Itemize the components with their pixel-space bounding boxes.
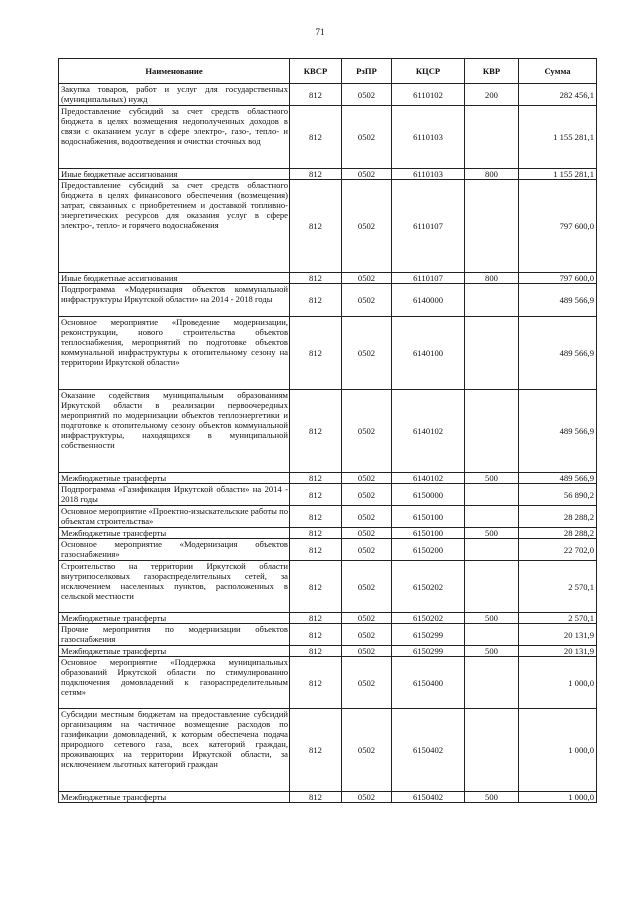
cell-kvsr: 812: [290, 528, 342, 539]
cell-name: Оказание содействия муниципальным образованиям Иркутской области в реализации первоочередных мероприятий по модернизации объектов теплоэнергетики и подготовке к отопительному сезону объектов коммунальной инфраструктуры, находящихся в муниципальной собственности: [59, 390, 290, 473]
table-header-row: [59, 59, 597, 84]
cell-sum: 489 566,9: [519, 317, 597, 390]
cell-kcsr: 6110103: [392, 106, 465, 169]
cell-sum: 1 000,0: [519, 657, 597, 709]
cell-kvr: [465, 624, 519, 646]
table-row: [59, 169, 597, 180]
cell-kvr: 500: [465, 473, 519, 484]
table-row: [59, 84, 597, 106]
table-row: [59, 613, 597, 624]
cell-kcsr: 6110107: [392, 273, 465, 284]
page-number: 71: [315, 27, 325, 37]
table-row: [59, 506, 597, 528]
cell-kvr: [465, 561, 519, 613]
cell-rzpr: 0502: [342, 484, 392, 506]
cell-rzpr: 0502: [342, 180, 392, 273]
cell-rzpr: 0502: [342, 390, 392, 473]
table-row: [59, 284, 597, 317]
cell-name: Субсидии местным бюджетам на предоставление субсидий организациям на частичное возмещение расходов по газификации домовладений, к которым обеспечена подача природного сетевого газа, всех категорий граждан, проживающих на территории Иркутской области, за исключением льготных категорий граждан: [59, 709, 290, 792]
cell-kcsr: 6140102: [392, 390, 465, 473]
table-row: [59, 484, 597, 506]
table-row: [59, 273, 597, 284]
cell-rzpr: 0502: [342, 169, 392, 180]
table-row: [59, 473, 597, 484]
cell-kcsr: 6150299: [392, 624, 465, 646]
cell-rzpr: 0502: [342, 709, 392, 792]
cell-kvr: 500: [465, 613, 519, 624]
table-row: [59, 657, 597, 709]
cell-kcsr: 6150402: [392, 792, 465, 803]
table-row: [59, 624, 597, 646]
cell-kvsr: 812: [290, 473, 342, 484]
cell-rzpr: 0502: [342, 792, 392, 803]
cell-name: Основное мероприятие «Проведение модернизации, реконструкции, нового строительства объектов теплоснабжения, мероприятий по подготовке объектов коммунальной инфраструктуры к отопительному сезону на территории Иркутской области»: [59, 317, 290, 390]
cell-rzpr: 0502: [342, 506, 392, 528]
column-header-rzpr: РзПР: [342, 59, 392, 84]
table-row: [59, 317, 597, 390]
cell-name: Межбюджетные трансферты: [59, 473, 290, 484]
cell-name: Межбюджетные трансферты: [59, 613, 290, 624]
cell-name: Иные бюджетные ассигнования: [59, 169, 290, 180]
table-row: [59, 561, 597, 613]
cell-name: Закупка товаров, работ и услуг для государственных (муниципальных) нужд: [59, 84, 290, 106]
cell-rzpr: 0502: [342, 84, 392, 106]
cell-sum: 282 456,1: [519, 84, 597, 106]
cell-name: Подпрограмма «Модернизация объектов коммунальной инфраструктуры Иркутской области» на 2014 - 2018 годы: [59, 284, 290, 317]
cell-sum: 489 566,9: [519, 473, 597, 484]
budget-table: [58, 58, 597, 803]
cell-kvsr: 812: [290, 792, 342, 803]
cell-name: Прочие мероприятия по модернизации объектов газоснабжения: [59, 624, 290, 646]
cell-kvsr: 812: [290, 506, 342, 528]
cell-name: Межбюджетные трансферты: [59, 646, 290, 657]
cell-kvsr: 812: [290, 561, 342, 613]
cell-name: Предоставление субсидий за счет средств областного бюджета в целях финансового обеспечения (возмещения) затрат, связанных с приобретением и доставкой топливно-энергетических ресурсов для оказания услуг в сфере электро-, тепло- и горячего водоснабжения: [59, 180, 290, 273]
cell-kcsr: 6140100: [392, 317, 465, 390]
cell-kvsr: 812: [290, 613, 342, 624]
cell-kvsr: 812: [290, 84, 342, 106]
cell-kcsr: 6150400: [392, 657, 465, 709]
cell-kvsr: 812: [290, 273, 342, 284]
cell-kvsr: 812: [290, 169, 342, 180]
cell-sum: 489 566,9: [519, 284, 597, 317]
cell-sum: 22 702,0: [519, 539, 597, 561]
cell-name: Основное мероприятие «Проектно-изыскательские работы по объектам строительства»: [59, 506, 290, 528]
cell-kvr: 800: [465, 169, 519, 180]
cell-sum: 28 288,2: [519, 506, 597, 528]
cell-sum: 1 000,0: [519, 709, 597, 792]
table-body: [59, 84, 597, 803]
cell-kvr: 500: [465, 792, 519, 803]
column-header-sum: Сумма: [519, 59, 597, 84]
cell-name: Межбюджетные трансферты: [59, 528, 290, 539]
cell-kvsr: 812: [290, 709, 342, 792]
cell-kvr: [465, 180, 519, 273]
cell-kvr: 800: [465, 273, 519, 284]
table-row: [59, 528, 597, 539]
cell-kvsr: 812: [290, 484, 342, 506]
cell-kvr: 500: [465, 528, 519, 539]
cell-sum: 56 890,2: [519, 484, 597, 506]
cell-rzpr: 0502: [342, 528, 392, 539]
cell-kvsr: 812: [290, 390, 342, 473]
cell-name: Межбюджетные трансферты: [59, 792, 290, 803]
cell-kvr: [465, 284, 519, 317]
table-row: [59, 709, 597, 792]
column-header-kvr: КВР: [465, 59, 519, 84]
table-row: [59, 180, 597, 273]
cell-rzpr: 0502: [342, 646, 392, 657]
cell-kcsr: 6150200: [392, 539, 465, 561]
table-row: [59, 646, 597, 657]
cell-rzpr: 0502: [342, 657, 392, 709]
cell-sum: 20 131,9: [519, 624, 597, 646]
table-row: [59, 539, 597, 561]
cell-sum: 2 570,1: [519, 561, 597, 613]
cell-kvsr: 812: [290, 624, 342, 646]
cell-kvr: 500: [465, 646, 519, 657]
cell-name: Основное мероприятие «Модернизация объектов газоснабжения»: [59, 539, 290, 561]
cell-kvsr: 812: [290, 539, 342, 561]
table-row: [59, 106, 597, 169]
cell-kvsr: 812: [290, 180, 342, 273]
cell-name: Основное мероприятие «Поддержка муниципальных образований Иркутской области по стимулированию подключения домовладений к газораспределительным сетям»: [59, 657, 290, 709]
cell-rzpr: 0502: [342, 284, 392, 317]
cell-sum: 2 570,1: [519, 613, 597, 624]
cell-kcsr: 6150100: [392, 506, 465, 528]
cell-kvr: [465, 657, 519, 709]
table-row: [59, 792, 597, 803]
cell-kcsr: 6110107: [392, 180, 465, 273]
cell-sum: 1 000,0: [519, 792, 597, 803]
cell-rzpr: 0502: [342, 624, 392, 646]
cell-kcsr: 6110103: [392, 169, 465, 180]
column-header-kvsr: КВСР: [290, 59, 342, 84]
cell-sum: 20 131,9: [519, 646, 597, 657]
cell-kcsr: 6110102: [392, 84, 465, 106]
cell-sum: 1 155 281,1: [519, 106, 597, 169]
cell-kvsr: 812: [290, 646, 342, 657]
cell-name: Предоставление субсидий за счет средств областного бюджета в целях возмещения недополученных доходов в связи с оказанием услуг в сфере электро-, газо-, тепло- и водоснабжения, водоотведения и очистки сточных вод: [59, 106, 290, 169]
cell-rzpr: 0502: [342, 317, 392, 390]
cell-sum: 28 288,2: [519, 528, 597, 539]
cell-kcsr: 6150202: [392, 613, 465, 624]
cell-kcsr: 6140000: [392, 284, 465, 317]
cell-name: Строительство на территории Иркутской области внутрипоселковых газораспределительных сетей, за исключением населенных пунктов, расположенных в сельской местности: [59, 561, 290, 613]
cell-kcsr: 6150402: [392, 709, 465, 792]
cell-kcsr: 6140102: [392, 473, 465, 484]
cell-sum: 1 155 281,1: [519, 169, 597, 180]
cell-kvr: 200: [465, 84, 519, 106]
cell-rzpr: 0502: [342, 539, 392, 561]
cell-kcsr: 6150000: [392, 484, 465, 506]
cell-kvr: [465, 484, 519, 506]
cell-rzpr: 0502: [342, 613, 392, 624]
column-header-name: Наименование: [59, 59, 290, 84]
cell-kvr: [465, 317, 519, 390]
cell-kvr: [465, 106, 519, 169]
cell-kcsr: 6150202: [392, 561, 465, 613]
cell-sum: 797 600,0: [519, 180, 597, 273]
cell-rzpr: 0502: [342, 561, 392, 613]
cell-kvsr: 812: [290, 657, 342, 709]
cell-rzpr: 0502: [342, 106, 392, 169]
cell-kvr: [465, 390, 519, 473]
cell-kvr: [465, 539, 519, 561]
cell-kvr: [465, 506, 519, 528]
cell-kvsr: 812: [290, 284, 342, 317]
cell-name: Подпрограмма «Газификация Иркутской области» на 2014 - 2018 годы: [59, 484, 290, 506]
cell-kvsr: 812: [290, 317, 342, 390]
table-row: [59, 390, 597, 473]
cell-sum: 489 566,9: [519, 390, 597, 473]
cell-rzpr: 0502: [342, 473, 392, 484]
cell-kvsr: 812: [290, 106, 342, 169]
cell-kvr: [465, 709, 519, 792]
cell-kcsr: 6150299: [392, 646, 465, 657]
column-header-kcsr: КЦСР: [392, 59, 465, 84]
cell-kcsr: 6150100: [392, 528, 465, 539]
cell-name: Иные бюджетные ассигнования: [59, 273, 290, 284]
cell-rzpr: 0502: [342, 273, 392, 284]
cell-sum: 797 600,0: [519, 273, 597, 284]
